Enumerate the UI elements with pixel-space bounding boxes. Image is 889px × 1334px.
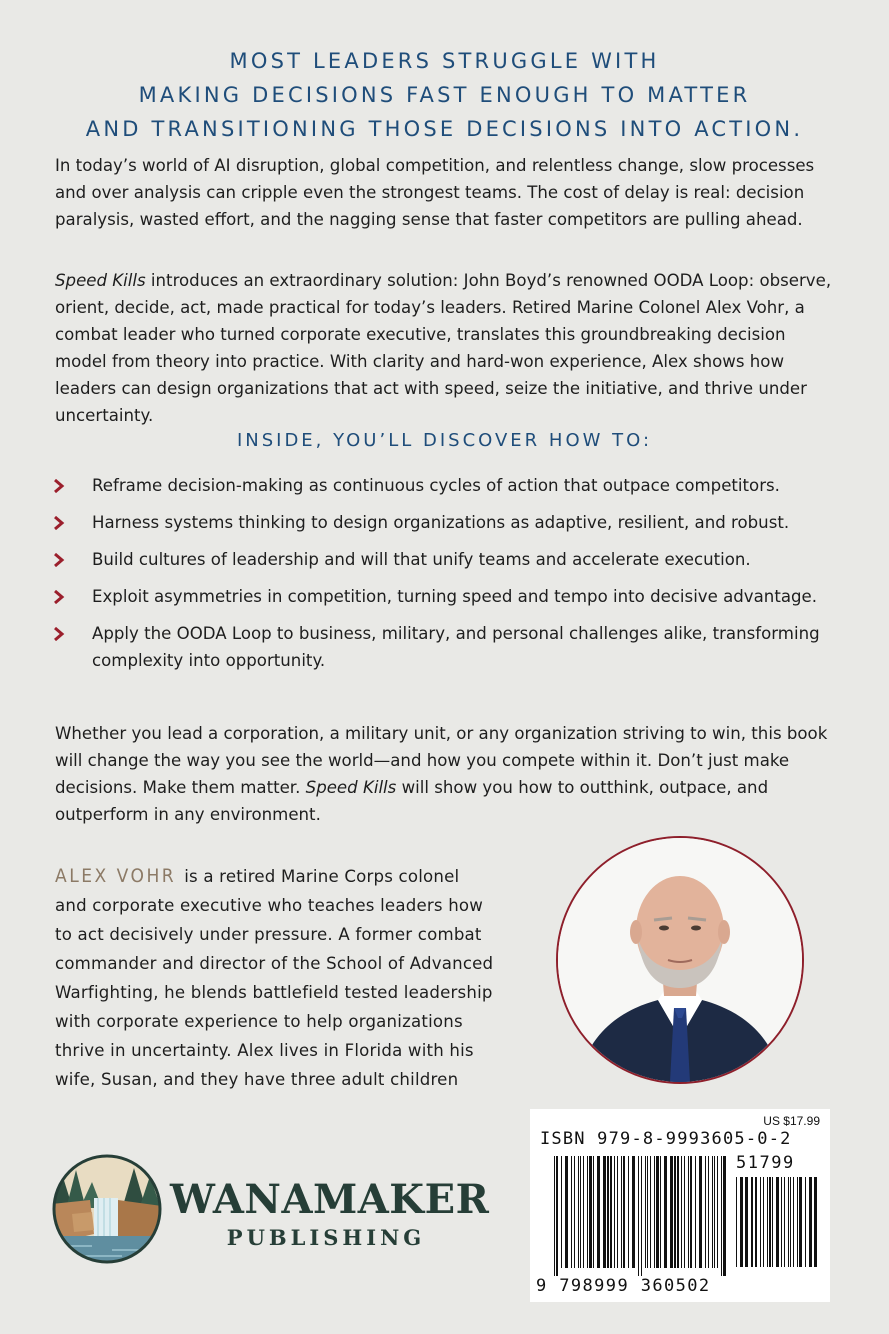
- chevron-right-icon: [52, 479, 66, 493]
- chevron-right-icon: [52, 516, 66, 530]
- barcode-bar: [717, 1156, 718, 1268]
- list-item: [50, 620, 840, 674]
- barcode-bar: [776, 1177, 779, 1267]
- summary-text: introduces an extraordinary solution: John Boyd’s renowned OODA Loop: observe, orient, decide, act, made practical for today’s leaders. Retired Marine Colonel Alex Vohr, a combat leader who turned corporate executive, translates this groundbreaking decision model from theory into practice. With clarity and hard-won experience, Alex shows how leaders can design organizations that act with speed, seize the initiative, and thrive under uncertainty.: [55, 271, 832, 425]
- barcode-bar: [574, 1156, 575, 1268]
- chevron-right-icon: [52, 553, 66, 567]
- barcode-bar: [610, 1156, 612, 1268]
- barcode-bar: [688, 1156, 689, 1268]
- chevron-right-icon: [52, 590, 66, 604]
- barcode-bar: [695, 1156, 696, 1268]
- waterfall-landscape-icon: [52, 1154, 162, 1264]
- barcode-bar: [554, 1156, 555, 1276]
- barcode-bar: [760, 1177, 761, 1267]
- barcode-bar: [580, 1156, 581, 1268]
- barcode-box: [530, 1109, 830, 1302]
- barcode-bar: [708, 1156, 709, 1268]
- barcode-bar: [645, 1156, 646, 1268]
- headline-line-1: MOST LEADERS STRUGGLE WITH: [229, 49, 660, 73]
- barcode-bar: [736, 1177, 737, 1267]
- barcode-bar: [690, 1156, 692, 1268]
- barcode-bars: [530, 1109, 830, 1302]
- inside-heading: INSIDE, YOU’LL DISCOVER HOW TO:: [236, 430, 653, 451]
- barcode-bar: [578, 1156, 579, 1268]
- barcode-bar: [705, 1156, 706, 1268]
- barcode-bar: [712, 1156, 713, 1268]
- barcode-bar: [674, 1156, 676, 1268]
- barcode-bar: [664, 1156, 667, 1268]
- barcode-bar: [790, 1177, 791, 1267]
- barcode-bar: [556, 1156, 558, 1276]
- barcode-bar: [677, 1156, 679, 1268]
- barcode-bar: [593, 1156, 594, 1268]
- barcode-bar: [638, 1156, 639, 1276]
- publisher-name: WANAMAKER: [170, 1176, 490, 1223]
- publisher-subtitle: PUBLISHING: [226, 1225, 426, 1250]
- bullet-text: Exploit asymmetries in competition, turning speed and tempo into decisive advantage.: [92, 587, 818, 606]
- barcode-bar: [755, 1177, 757, 1267]
- bullet-text: Build cultures of leadership and will that unify teams and accelerate execution.: [92, 550, 751, 569]
- bullet-list: [50, 472, 840, 684]
- barcode-bar: [740, 1177, 743, 1267]
- barcode-bar: [814, 1177, 817, 1267]
- barcode-bar: [788, 1177, 789, 1267]
- barcode-bar: [681, 1156, 682, 1268]
- closing-paragraph: [55, 720, 835, 828]
- author-name: ALEX VOHR: [55, 865, 177, 887]
- barcode-bar: [623, 1156, 625, 1268]
- addon-number: 51799: [736, 1153, 795, 1173]
- barcode-bar: [587, 1156, 588, 1268]
- headline-line-2: MAKING DECISIONS FAST ENOUGH TO MATTER: [138, 83, 751, 107]
- barcode-bar: [650, 1156, 651, 1268]
- barcode-bar: [589, 1156, 592, 1268]
- author-bio-text: is a retired Marine Corps colonel and corporate executive who teaches leaders how to act decisively under pressure. A former combat commander and director of the School of Advanced Warfighting, he blends battlefield tested leadership with corporate experience to help organizations thrive in uncertainty. Alex lives in Florida with his wife, Susan, and they have three adult children: [55, 867, 494, 1089]
- barcode-bar: [561, 1156, 562, 1268]
- barcode-bar: [767, 1177, 768, 1267]
- barcode-bar: [793, 1177, 794, 1267]
- author-photo-illustration: [558, 838, 802, 1082]
- list-item: [50, 583, 840, 610]
- barcode-bar: [805, 1177, 806, 1267]
- author-bio: [55, 862, 495, 1094]
- list-item: [50, 509, 840, 536]
- barcode-bar: [684, 1156, 685, 1268]
- barcode-bar: [660, 1156, 661, 1268]
- barcode-bar: [614, 1156, 615, 1268]
- barcode-bar: [670, 1156, 673, 1268]
- author-portrait: [556, 836, 804, 1084]
- headline: [0, 44, 889, 146]
- publisher-wordmark: [170, 1176, 490, 1252]
- barcode-bar: [797, 1177, 798, 1267]
- barcode-bar: [784, 1177, 785, 1267]
- chevron-right-icon: [52, 627, 66, 641]
- barcode-bar: [799, 1177, 802, 1267]
- price-label: US $17.99: [763, 1114, 820, 1128]
- barcode-bar: [565, 1156, 568, 1268]
- closing-text-2: will show you how to outthink, outpace, and outperform in any environment.: [55, 778, 769, 824]
- barcode-bar: [721, 1156, 722, 1276]
- list-item: [50, 472, 840, 499]
- barcode-bar: [597, 1156, 600, 1268]
- barcode-bar: [656, 1156, 659, 1268]
- barcode-bar: [647, 1156, 648, 1268]
- barcode-bar: [603, 1156, 606, 1268]
- barcode-bar: [763, 1177, 764, 1267]
- closing-text-1: Whether you lead a corporation, a military unit, or any organization striving to win, this book will change the way you see the world—and how you compete within it. Don’t just make decisions. Make them matter.: [55, 724, 828, 797]
- ean-digits: 9 798999 360502: [536, 1276, 711, 1296]
- barcode-bar: [809, 1177, 812, 1267]
- barcode-bar: [654, 1156, 655, 1268]
- bullet-text: Apply the OODA Loop to business, military, and personal challenges alike, transforming complexity into opportunity.: [92, 624, 820, 670]
- barcode-bar: [781, 1177, 782, 1267]
- barcode-bar: [632, 1156, 635, 1268]
- bullet-text: Reframe decision-making as continuous cycles of action that outpace competitors.: [92, 476, 780, 495]
- barcode-bar: [607, 1156, 609, 1268]
- barcode-bar: [772, 1177, 773, 1267]
- barcode-bar: [699, 1156, 702, 1268]
- book-title-italic: Speed Kills: [305, 778, 397, 797]
- intro-paragraph: In today’s world of AI disruption, global competition, and relentless change, slow processes and over analysis can cripple even the strongest teams. The cost of delay is real: decision paralysis, wasted effort, and the nagging sense that faster competitors are pulling ahead.: [55, 156, 815, 229]
- barcode-bar: [714, 1156, 715, 1268]
- barcode-bar: [745, 1177, 748, 1267]
- list-item: [50, 546, 840, 573]
- isbn-label: ISBN 979-8-9993605-0-2: [540, 1129, 792, 1149]
- summary-paragraph: [55, 267, 835, 429]
- barcode-bar: [571, 1156, 572, 1268]
- barcode-bar: [641, 1156, 642, 1276]
- barcode-bar: [769, 1177, 771, 1267]
- headline-line-3: AND TRANSITIONING THOSE DECISIONS INTO ACTION.: [85, 117, 804, 141]
- barcode-bar: [621, 1156, 622, 1268]
- barcode-bar: [583, 1156, 584, 1268]
- barcode-bar: [751, 1177, 753, 1267]
- barcode-bar: [617, 1156, 618, 1268]
- barcode-bar: [628, 1156, 629, 1268]
- barcode-bar: [723, 1156, 726, 1276]
- bullet-text: Harness systems thinking to design organizations as adaptive, resilient, and robust.: [92, 513, 790, 532]
- book-title-italic: Speed Kills: [55, 271, 146, 290]
